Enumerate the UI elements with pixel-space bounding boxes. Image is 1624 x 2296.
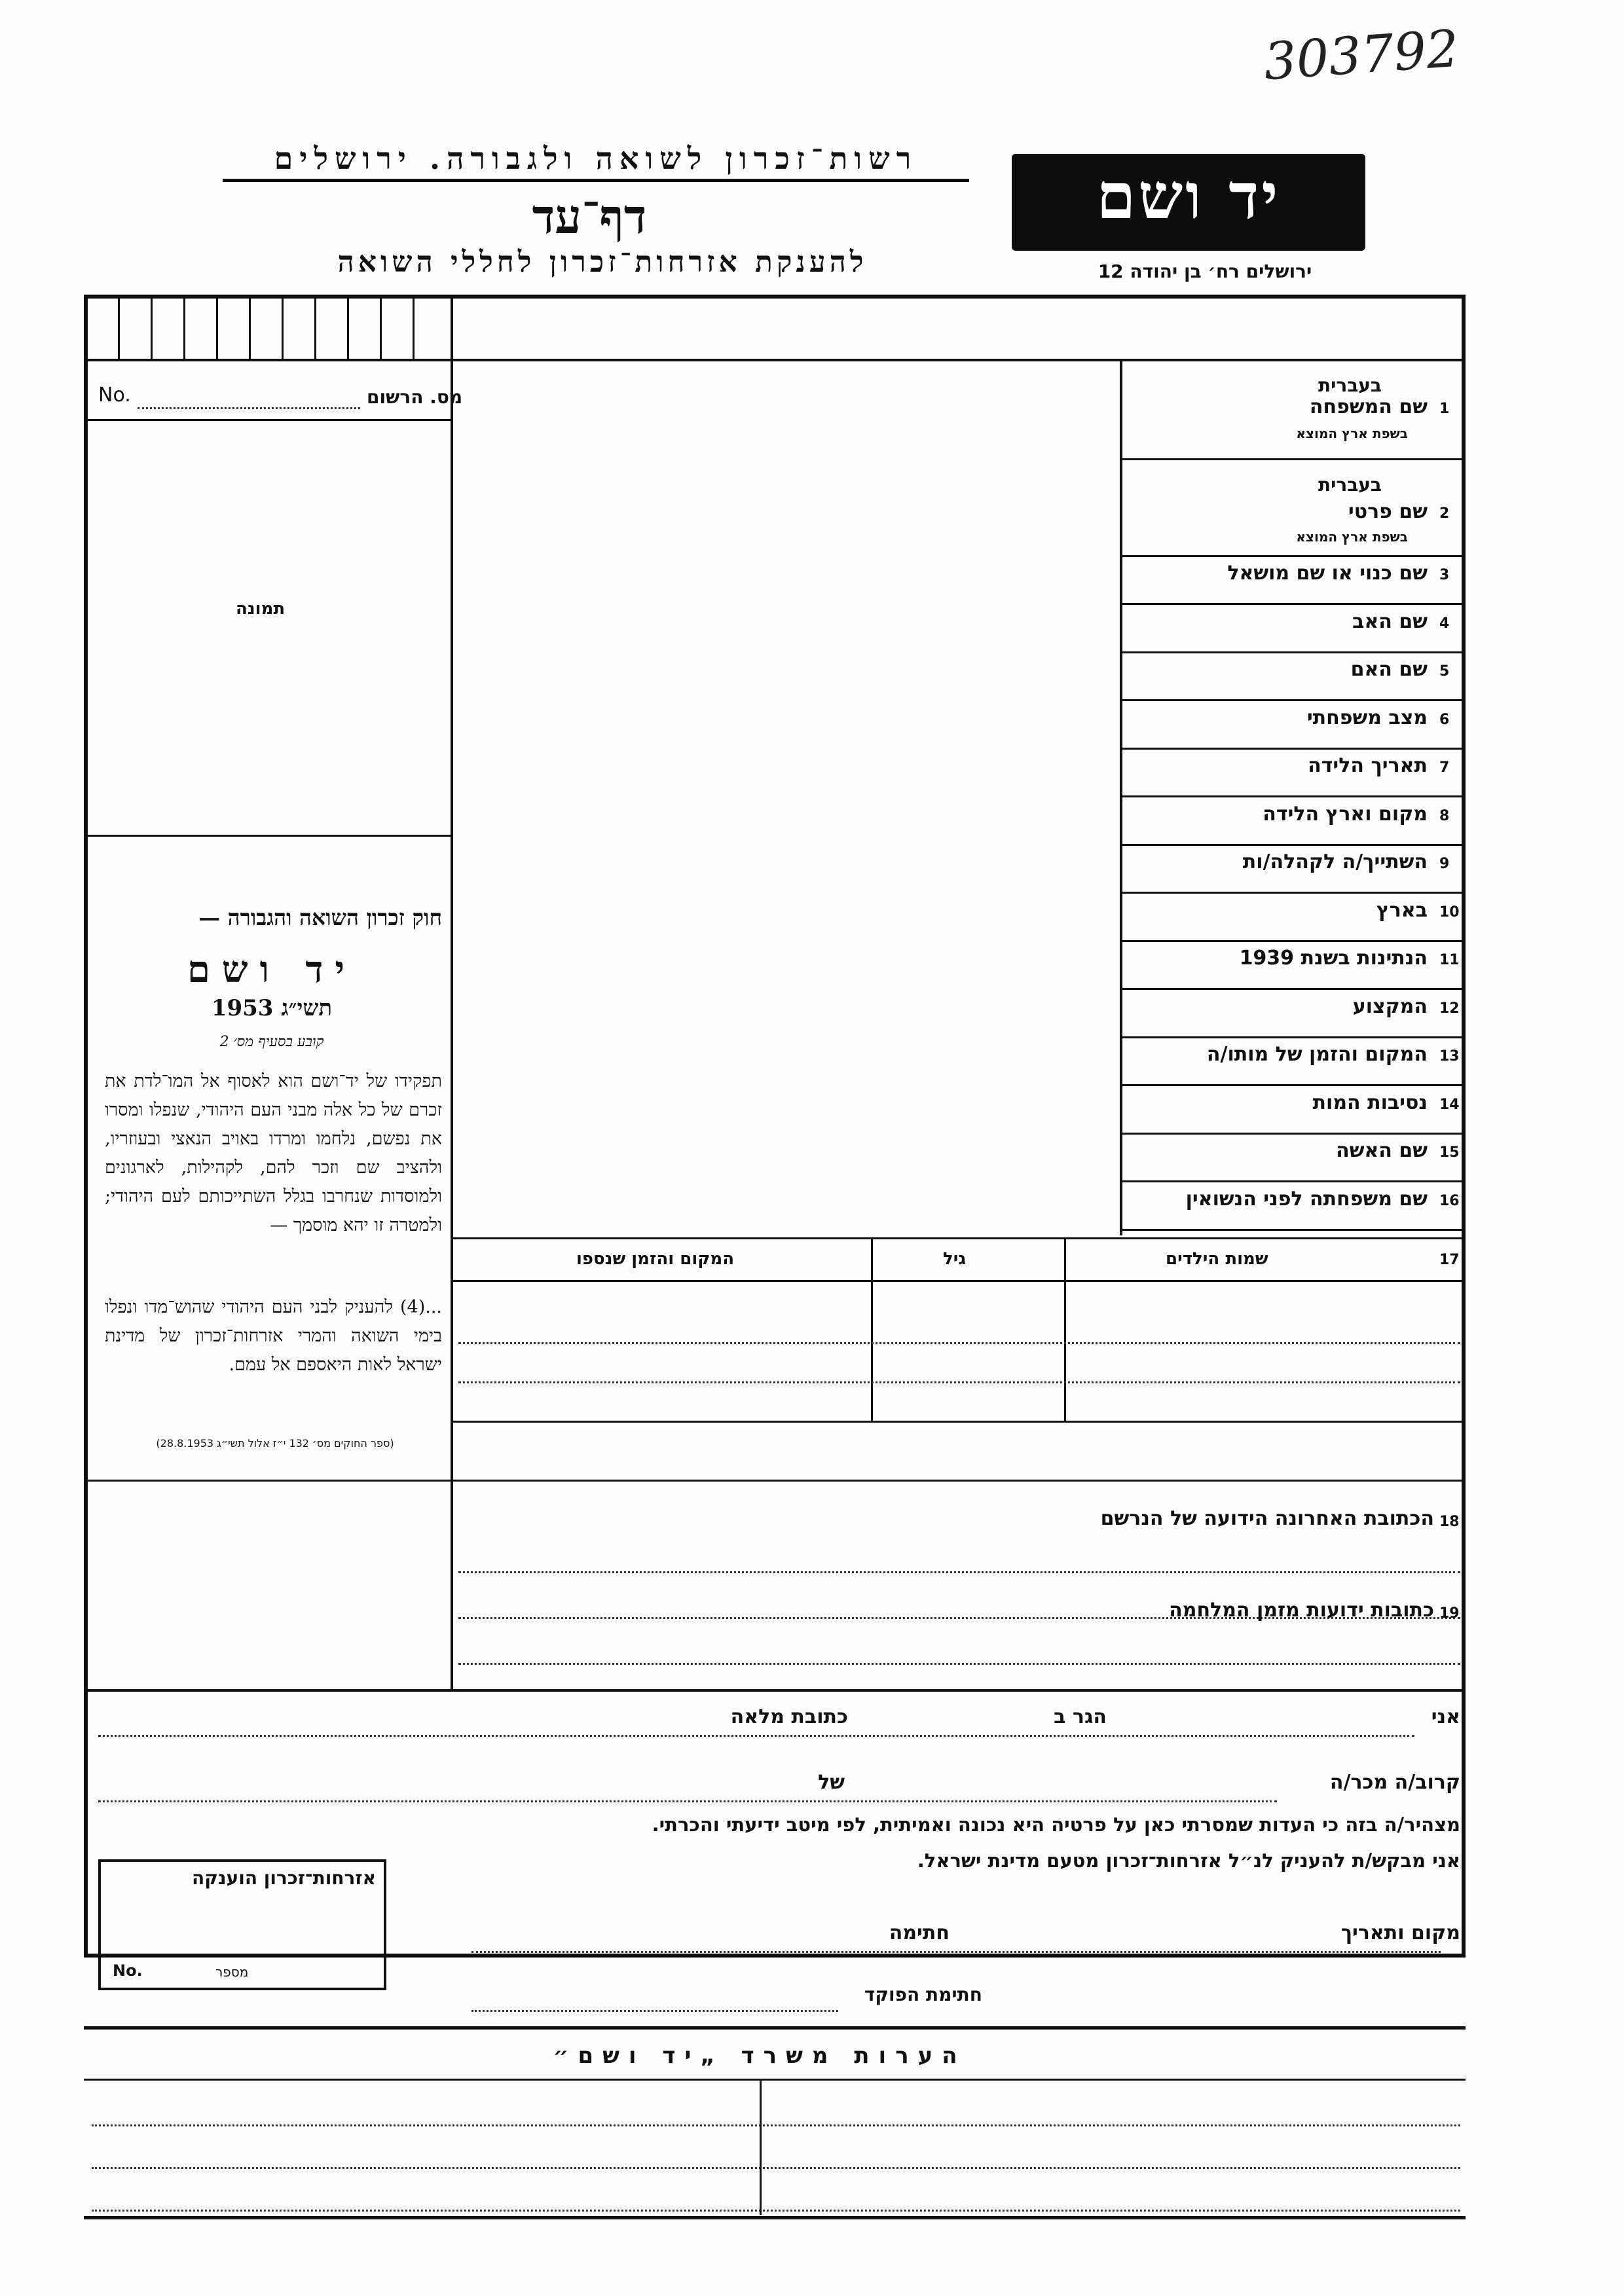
divider — [1120, 458, 1466, 460]
divider — [84, 1480, 1466, 1482]
request-statement: אני מבקש/ת להעניק לנ״ל אזרחות־זכרון מטעם מדינת ישראל. — [917, 1850, 1460, 1872]
field-mother-label: שם האם — [1350, 658, 1428, 681]
field-number: 9 — [1439, 856, 1450, 872]
registration-label: מס. הרשום — [367, 386, 463, 408]
field-country-label: בארץ — [1376, 899, 1428, 922]
wartime-address-label: כתובות ידועות מזמן המלחמה — [1169, 1599, 1434, 1622]
divider — [1120, 555, 1466, 557]
field-father-label: שם האב — [1352, 610, 1428, 633]
relative-label: קרוב/ה מכר/ה — [1329, 1771, 1460, 1794]
divider — [84, 359, 1466, 361]
archive-number: 303792 — [1262, 19, 1461, 92]
field-number: 2 — [1439, 505, 1450, 522]
field-number: 15 — [1439, 1144, 1460, 1161]
divider — [451, 299, 453, 1692]
dotted-line — [458, 1663, 1460, 1665]
children-place-header: המקום והזמן שנספו — [576, 1249, 735, 1269]
law-section: קובע בסעיף מס׳ 2 — [219, 1034, 324, 1050]
divider — [151, 299, 153, 359]
dotted-line — [92, 2210, 1460, 2212]
field-citizenship-label: הנתינות בשנת 1939 — [1239, 947, 1428, 970]
logo-address: ירושלים רח׳ בן יהודה 12 — [1098, 261, 1312, 282]
divider — [1120, 844, 1466, 846]
photo-label: תמונה — [236, 599, 286, 619]
field-number: 7 — [1439, 759, 1450, 776]
of-label: של — [818, 1771, 845, 1794]
stamp-number-label: מספר — [215, 1964, 249, 1980]
field-number: 18 — [1439, 1514, 1460, 1530]
field-number: 4 — [1439, 615, 1450, 632]
field-number: 17 — [1439, 1252, 1460, 1268]
registration-number-field[interactable] — [138, 407, 360, 409]
divider — [314, 299, 316, 359]
divider — [1064, 1239, 1066, 1422]
dotted-line — [92, 2167, 1460, 2169]
law-body-clause: ...(4) להעניק לבני העם היהודי שהוש־מדו ונפלו בימי השואה והמרי אזרחות־זכרון של מדינת ישראל לאות היאספם אל עמם. — [105, 1297, 442, 1375]
divider — [1120, 940, 1466, 942]
dotted-line — [458, 1571, 1460, 1573]
form-subtitle: להענקת אזרחות־זכרון לחללי השואה — [337, 246, 868, 279]
field-marital-status-label: מצב משפחתי — [1306, 706, 1428, 729]
field-label: שם המשפחה — [1309, 395, 1428, 418]
divider — [183, 299, 185, 359]
divider — [107, 1954, 376, 1956]
yad-vashem-logo — [1012, 154, 1365, 251]
remarks-title: הערות משרד „יד ושם״ — [553, 2043, 967, 2069]
law-name: יד ושם — [187, 948, 357, 991]
field-maiden-name-label: שם משפחתה לפני הנשואין — [1185, 1188, 1428, 1211]
field-nickname-label: שם כנוי או שם מושאל — [1227, 562, 1428, 585]
authority-heading: רשות־זכרון לשואה ולגבורה. ירושלים — [223, 141, 969, 182]
declaration-statement: מצהיר/ה בזה כי העדות שמסרתי כאן על פרטיה היא נכונה ואמיתית, לפי מיטב ידיעתי והכרתי. — [652, 1813, 1460, 1836]
divider — [84, 2079, 1466, 2081]
dotted-line — [92, 2124, 1460, 2126]
field-hebrew-label: בעברית — [1318, 474, 1382, 496]
divider — [380, 299, 382, 359]
divider — [1120, 651, 1466, 653]
field-death-circumstances-label: נסיבות המות — [1312, 1091, 1428, 1114]
divider — [413, 299, 415, 359]
registration-prefix: No. — [98, 384, 131, 407]
divider — [871, 1239, 873, 1422]
divider — [84, 419, 452, 421]
signature-line[interactable] — [471, 1951, 1441, 1953]
divider — [118, 299, 120, 359]
divider — [84, 2216, 1466, 2219]
divider — [84, 2026, 1466, 2030]
divider — [1120, 603, 1466, 605]
divider — [84, 1689, 1466, 1692]
resides-label: הגר ב — [1054, 1705, 1107, 1728]
dotted-line — [458, 1381, 1460, 1383]
divider — [1120, 1133, 1466, 1135]
divider — [216, 299, 218, 359]
divider — [452, 1421, 1466, 1423]
field-number: 3 — [1439, 567, 1450, 583]
field-label: שם פרטי — [1348, 500, 1428, 523]
field-origin-language-label: בשפת ארץ המוצא — [1296, 529, 1408, 545]
field-number: 6 — [1439, 712, 1450, 728]
form-title: דף־עד — [532, 189, 647, 244]
divider — [1120, 699, 1466, 701]
declarant-line[interactable] — [98, 1735, 1414, 1737]
citizenship-granted-title: אזרחות־זכרון הוענקה — [192, 1867, 376, 1889]
law-title: חוק זכרון השואה והגבורה — — [198, 905, 442, 930]
field-number: 13 — [1439, 1048, 1460, 1065]
officer-signature-label: חתימת הפוקד — [864, 1984, 982, 2005]
divider — [452, 1280, 1466, 1282]
field-number: 5 — [1439, 663, 1450, 680]
divider — [1120, 1180, 1466, 1182]
divider — [1120, 892, 1466, 894]
divider — [1120, 1036, 1466, 1038]
field-number: 1 — [1439, 401, 1450, 417]
field-number: 19 — [1439, 1605, 1460, 1622]
divider — [1120, 988, 1466, 990]
divider — [1120, 361, 1122, 1235]
divider — [347, 299, 349, 359]
relation-line[interactable] — [98, 1800, 1277, 1802]
law-reference: (ספר החוקים מס׳ 132 י״ז אלול תשי״ג 28.8.1953) — [156, 1437, 394, 1449]
citizenship-granted-box — [98, 1859, 386, 1990]
logo-text: יד ושם — [1096, 159, 1281, 233]
field-death-place-label: המקום והזמן של מותו/ה — [1206, 1043, 1428, 1066]
divider — [84, 835, 452, 837]
officer-signature-line[interactable] — [471, 2010, 838, 2012]
full-address-label: כתובת מלאה — [730, 1705, 848, 1728]
field-hebrew-label: בעברית — [1318, 374, 1382, 396]
field-number: 11 — [1439, 952, 1460, 968]
field-number: 16 — [1439, 1193, 1460, 1209]
divider — [1120, 748, 1466, 750]
children-age-header: גיל — [943, 1249, 967, 1269]
divider — [249, 299, 251, 359]
signature-label: חתימה — [889, 1922, 950, 1944]
field-number: 10 — [1439, 904, 1460, 920]
field-birth-date-label: תאריך הלידה — [1308, 754, 1428, 777]
field-number: 12 — [1439, 1000, 1460, 1017]
field-community-label: השתייך/ה לקהלה/ות — [1242, 850, 1428, 873]
divider — [1120, 1084, 1466, 1086]
field-number: 14 — [1439, 1097, 1460, 1113]
stamp-no-prefix: No. — [113, 1961, 143, 1980]
field-wife-label: שם האשה — [1336, 1139, 1428, 1162]
last-address-label: הכתובת האחרונה הידועה של הנרשם — [1100, 1507, 1434, 1530]
law-body: תפקידו של יד־ושם הוא לאסוף אל המו־לדת את זכרם של כל אלה מבני העם היהודי, שנפלו ומסרו את נפשם, נלחמו ומרדו באויב הנאצי ובעוזריו, ולהציב שם וזכר להם, לקהילות, לארגונים ולמוסדות שנחרבו בגלל השתייכותם לעם היהודי; ולמטרה זו יהא מוסמך — — [105, 1071, 442, 1235]
field-origin-language-label: בשפת ארץ המוצא — [1296, 426, 1408, 441]
declarant-label: אני — [1431, 1705, 1460, 1728]
divider — [760, 2081, 762, 2215]
divider — [282, 299, 284, 359]
children-names-header: שמות הילדים — [1166, 1249, 1268, 1269]
law-year: תשי״ג 1953 — [211, 995, 333, 1021]
field-number: 8 — [1439, 808, 1450, 824]
field-birth-place-label: מקום וארץ הלידה — [1263, 803, 1428, 826]
divider — [1120, 795, 1466, 797]
dotted-line — [458, 1342, 1460, 1344]
field-profession-label: המקצוע — [1352, 995, 1428, 1018]
divider — [452, 1237, 1466, 1239]
place-date-label: מקום ותאריך — [1340, 1922, 1460, 1944]
divider — [1120, 1229, 1466, 1231]
